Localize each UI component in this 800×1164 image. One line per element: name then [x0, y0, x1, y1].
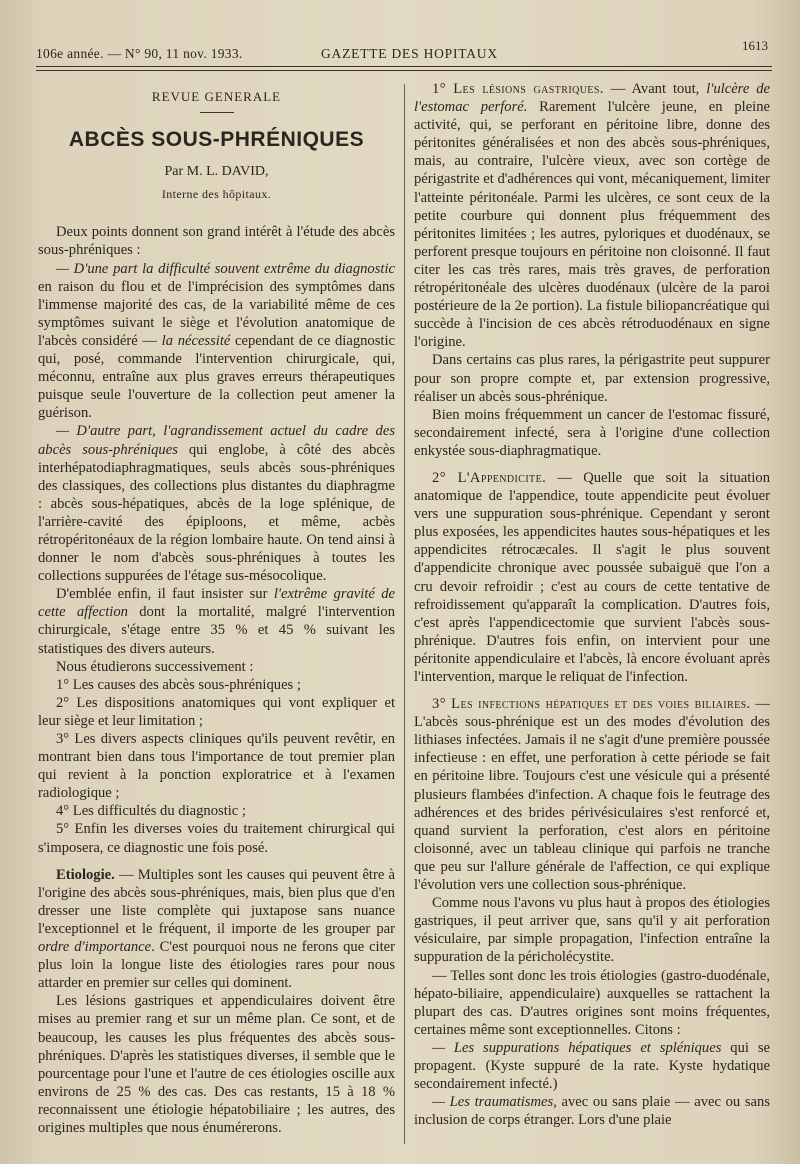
- paragraph-plan: Nous étudierons successivement :: [56, 658, 254, 675]
- header-rule: [36, 66, 772, 71]
- plan-item: 1° Les causes des abcès sous-phréniques ;: [56, 676, 301, 693]
- paragraph-cancer: Bien moins fréquemment un cancer de l'estomac fissuré, secondairement infecté, sera à l'origine d'une collection enkystée sous-diaphragmatique.: [414, 406, 770, 459]
- subheading-hepatic: 3° Les infections hépatiques et des voies biliaires.: [432, 696, 751, 713]
- paragraph-etiologie: [38, 866, 395, 993]
- spacer: [414, 686, 770, 695]
- paragraph-difficulty: [38, 260, 395, 423]
- paragraph-hepatic: [414, 695, 770, 894]
- paragraph-gastric: [414, 80, 770, 351]
- spacer: [38, 857, 395, 866]
- paragraph-lesions: Les lésions gastriques et appendiculaires doivent être mises au premier rang et sur un même plan. Ce sont, et de beaucoup, les causes les plus fréquentes des abcès sous-phréniques. D'après les statistiques diverses, il semble que le pourcentage pour l'une et l'autre de ces étiologies oscille aux environs de 25 % des cas. Des cas restants, 15 à 18 % reconnaissent une étiologie hépatobiliaire ; les autres, des origines multiples que nous énumérerons.: [38, 993, 395, 1136]
- journal-title: GAZETTE DES HOPITAUX: [321, 46, 498, 61]
- emphasis-text: — Les traumatismes,: [432, 1094, 557, 1111]
- subheading-etiologie: Etiologie.: [56, 866, 115, 883]
- paragraph-text: dont la mortalité, malgré l'intervention chirurgicale, s'étage entre 35 % et 45 % suivant les statistiques des divers auteurs.: [38, 604, 395, 657]
- right-column: [414, 80, 770, 1129]
- spacer: [414, 460, 770, 469]
- paragraph-summary: — Telles sont donc les trois étiologies (gastro-duodénale, hépato-biliaire, appendiculaire) auxquelles se rattachent la plupart des cas. D'autres origines sont moins fréquentes, certaines même sont exceptionnelles. Citons :: [414, 967, 770, 1038]
- plan-item: 5° Enfin les diverses voies du traitement chirurgical qui s'imposera, ce diagnostic une fois posé.: [38, 821, 395, 856]
- paragraph-text: qui englobe, à côté des abcès interhépatodiaphragmatiques, seuls abcès sous-phréniques des classiques, des collections plus distantes du diaphragme : abcès sous-hépatiques, abcès de la loge splénique, de l'arrière-cavité des épiploons, et même, acbès rétropéritonéaux de la région lombaire haute. On tend ainsi à donner le nom d'abcès sous-phréniques à toutes les collections suppurées de l'étage sus-mésocolique.: [38, 441, 395, 585]
- paragraph-text: en raison du flou et de l'imprécision des symptômes dans l'immense majorité des cas, de la variabilité même de ces symptômes suivant le siège et l'évolution anatomique de l'abcès considéré —: [38, 278, 395, 349]
- emphasis-text: l'ulcère de l'estomac perforé.: [414, 81, 770, 116]
- author-role: Interne des hôpitaux.: [161, 187, 272, 202]
- issue-info: 106e année. — N° 90, 11 nov. 1933.: [36, 46, 243, 61]
- paragraph-gravity: [38, 585, 395, 657]
- emphasis-text: ordre d'importance: [38, 939, 152, 956]
- paragraph-perigastritis: Dans certains cas plus rares, la périgastrite peut suppurer pour son propre compte et, par extension progressive, réaliser un abcès sous-phrénique.: [414, 352, 770, 405]
- subheading-appendicitis: 2° L'Appendicite.: [432, 469, 547, 486]
- emphasis-text: — D'une part la difficulté souvent extrême du diagnostic: [56, 260, 395, 277]
- paragraph-scope: [38, 422, 395, 585]
- column-divider: [404, 84, 405, 1144]
- paragraph-text: avec ou sans plaie — avec ou sans inclusion de corps étranger. Lors d'une plaie: [414, 1094, 771, 1129]
- paragraph-text: . C'est pourquoi nous ne ferons que citer plus loin la longue liste des étiologies rares pour nous attarder en premier sur celles qui dominent.: [38, 939, 395, 992]
- paragraph-text: Rarement l'ulcère jeune, en pleine activité, qui, se perforant en péritoine libre, donne des péritonites généralisées et non des abcès sous-phréniques, mais, au contraire, l'ulcère vieux, avec son cortège de périgastrite et d'adhérences qui vont, mécaniquement, limiter l'atteinte péritonéale. Parmi les ulcères, ce sont ceux de la petite courbure qui donnent plus fréquemment des péritonites limitées ; les autres, pyloriques et duodénaux, se perforent presque toujours en péritoine non cloisonné. Il faut citer les cas très rares, mais très graves, de perforation rétropéritonéale des ulcères duodénaux (ulcère de la paroi postérieure de la 2e portion). La fistule biliopancréatique qui succède à l'incision de ces abcès rétroduodénaux en signe l'origine.: [414, 99, 770, 351]
- section-title: REVUE GENERALE: [151, 89, 282, 104]
- emphasis-text: — D'autre part, l'agrandissement actuel du cadre des abcès sous-phréniques: [38, 423, 395, 458]
- paragraph-appendicitis: [414, 469, 770, 686]
- running-head: [36, 36, 768, 64]
- emphasis-text: — Les suppurations hépatiques et spléniques: [432, 1039, 722, 1056]
- paragraph-text: — Multiples sont les causes qui peuvent être à l'origine des abcès sous-phréniques, mais, bien plus que d'en dresser une liste complète qui juxtapose sans nuance l'exceptionnel et le fréquent, il importe de les grouper par: [38, 866, 395, 937]
- plan-item: 2° Les dispositions anatomiques qui vont expliquer et leur siège et leur limitation ;: [38, 694, 395, 729]
- paragraph-intro: Deux points donnent son grand intérêt à l'étude des abcès sous-phréniques :: [38, 224, 395, 259]
- paragraph-trauma: [414, 1093, 770, 1129]
- plan-item: 3° Les divers aspects cliniques qu'ils peuvent revêtir, en montrant bien dans tous l'importance de tout premier plan qui revient à la ponction exploratrice et à l'examen radiologique ;: [38, 731, 395, 802]
- page-number: 1613: [742, 38, 768, 53]
- section-rule: [200, 112, 234, 113]
- paragraph-suppurations: [414, 1039, 770, 1093]
- emphasis-text: l'extrême gravité de cette affection: [38, 586, 395, 621]
- article-author: Par M. L. DAVID,: [164, 164, 269, 180]
- plan-item: 4° Les difficultés du diagnostic ;: [56, 803, 246, 820]
- emphasis-text: la nécessité: [161, 332, 231, 349]
- paragraph-text: D'emblée enfin, il faut insister sur: [56, 586, 274, 603]
- paragraph-text: — L'abcès sous-phrénique est un des modes d'évolution des lithiases infectées. Jamais il ne s'agit d'une première poussée infectieuse : en effet, une perforation à cette période se fait en péritoine libre. Toujours c'est une vésicule qui a présenté plusieurs flambées d'infection. A chaque fois le feutrage des adhérences et des brides périvésiculaires s'est renforcé et, quand survient la perforation, c'est alors en péritoine cloisonné, avec un tableau clinique qui parfois ne tranche que peu sur l'allure générale de l'affection, ce qui explique l'évolution vers une collection sous-phrénique.: [414, 696, 770, 894]
- paragraph-text: — Avant tout,: [603, 81, 707, 97]
- subheading-gastric: 1° Les lésions gastriques.: [432, 81, 604, 97]
- paragraph-text: — Quelle que soit la situation anatomique de l'appendice, toute appendicite peut évoluer vers une suppuration sous-phrénique. Cependant y seront plus exposées, les appendicites hautes sous-hépatiques et les appendicites rétrocæcales. Il s'agit le plus souvent d'appendicite chronique avec poussée subaiguë que l'on a cru devoir refroidir ; c'est au cours de cette tentative de refroidissement qu'apparaît la complication. D'autres fois, c'est après l'appendicectomie que survient l'abcès sous-phrénique. D'autres fois enfin, on intervient pour une péritonite appendiculaire et l'abcès, là encore évoluant après l'intervention, marque le reliquat de l'infection.: [414, 469, 770, 685]
- left-column: [38, 80, 395, 1137]
- paragraph-text: cependant de ce diagnostic qui, posé, commande l'intervention chirurgicale, qui, méconnu, entraîne aux plus graves erreurs thérapeutiques puisque seule l'ouverture de la collection peut amener la guérison.: [38, 332, 395, 422]
- paragraph-text: qui se propagent. (Kyste suppuré de la rate. Kyste hydatique secondairement infecté.): [414, 1039, 770, 1093]
- paragraph-propagation: Comme nous l'avons vu plus haut à propos des étiologies gastriques, il peut arriver que, sans qu'il y ait perforation vésiculaire, par simple propagation, l'infection entraîne la suppuration de la péricholécystite.: [414, 895, 770, 966]
- article-title: ABCÈS SOUS-PHRÉNIQUES: [68, 128, 365, 152]
